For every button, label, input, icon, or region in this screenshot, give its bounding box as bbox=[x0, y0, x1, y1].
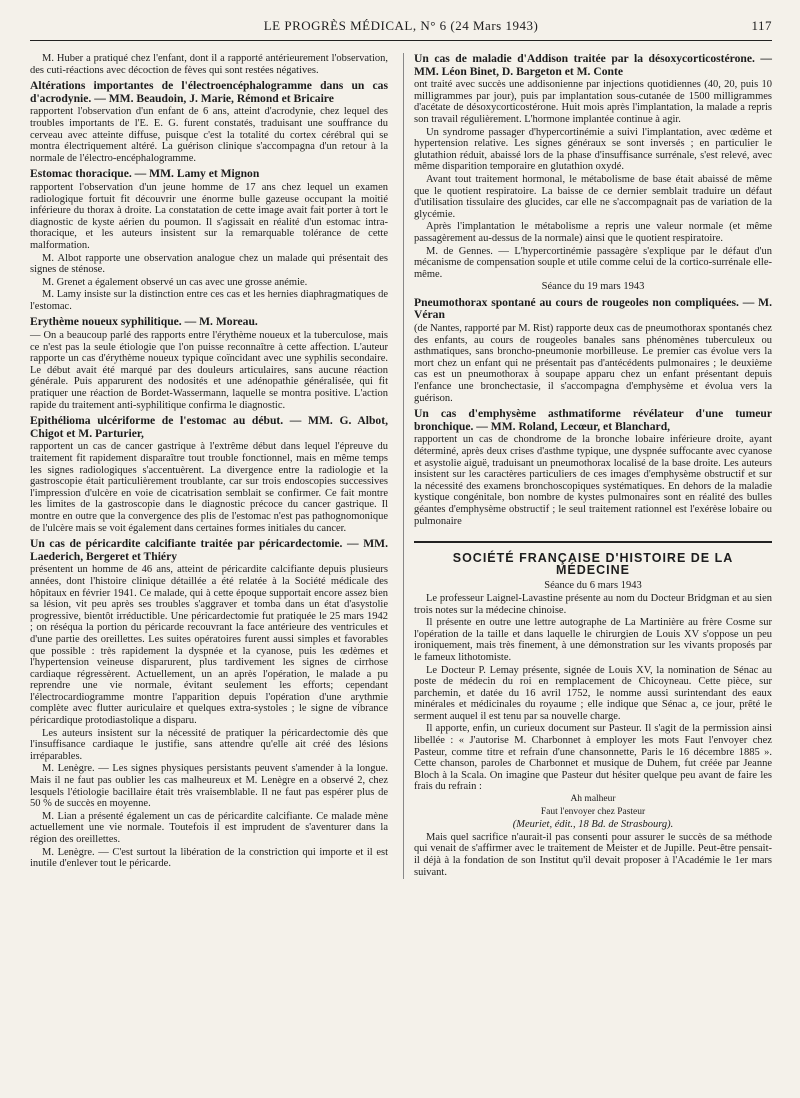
page-number: 117 bbox=[751, 18, 772, 33]
paragraph-lemay: Le Docteur P. Lemay présente, signée de Louis XV, la nomination de Sénac au poste de médecin du roi en remplacement de Chicoyneau. Cette pièce, sur parchemin, et datée du 16 avril 1752, le nomme aussi surintendant des eaux minérales et médicinales du royaume ; elle indique que Sénac a, ce jour, prêté le serment auquel il est tenu par sa nouvelle charge. bbox=[414, 664, 772, 722]
paragraph-pasteur: Il apporte, enfin, un curieux document sur Pasteur. Il s'agit de la permission ainsi libellée : « J'autorise M. Charbonnet à employer les mots Faut l'envoyer chez Pasteur, comme titre et refrain d'une chansonnette, Paris le 16 décembre 1885 ». Cette chanson, paroles de Charbonnet et musique de Duhem, fut créée par Jeanne Bloch à la Scala. On imagine que Pasteur dut hésiter quelque peu avant de faire les frais du refrain : bbox=[414, 723, 772, 793]
paragraph-pneumothorax: (de Nantes, rapporté par M. Rist) rapporte deux cas de pneumothorax spontanés chez des enfants, au cours de rougeoles banales sans phénomènes tuberculeux ou asthmatiques, sans broncho-pneumonie morbilleuse. Le premier cas évolue vers la mort chez un enfant qui ne présentait pas d'antécédents pulmonaires ; le deuxième cas est un pneumothorax à soupape apparu chez un enfant présentant depuis l'enfance une bronchectasie, il s'accompagna d'emphysème et évolua vers la guérison. bbox=[414, 323, 772, 404]
running-head bbox=[30, 18, 772, 41]
section-title-estomac: Estomac thoracique. — MM. Lamy et Mignon bbox=[30, 167, 260, 181]
paragraph-lamy: M. Lamy insiste sur la distinction entre ces cas et les hernies diaphragmatiques de l'estomac. bbox=[30, 289, 388, 312]
paragraph-huber: M. Huber a pratiqué chez l'enfant, dont il a rapporté antérieurement l'observation, des cuti-réactions avec décoction de fèves qui sont restées négatives. bbox=[30, 53, 388, 76]
paragraph-addison-3: Avant tout traitement hormonal, le métabolisme de base était abaissé de même que le quotient respiratoire. La baisse de ce dernier semblait traduire un défaut d'utilisation tissulaire des glucides, car elle ne s'accompagnait pas de variation de la glycémie. bbox=[414, 173, 772, 220]
song-line-1: Ah malheur bbox=[570, 794, 616, 805]
two-column-body bbox=[30, 53, 772, 879]
paragraph-laignel: Le professeur Laignel-Lavastine présente au nom du Docteur Bridgman et au sien trois notes sur la médecine chinoise. bbox=[414, 592, 772, 616]
section-title-acrodynie: Altérations importantes de l'électroencéphalogramme dans un cas d'acrodynie. — MM. Beaudoin, J. Marie, Rémond et Bricaire bbox=[30, 79, 388, 105]
paragraph-addison: ont traité avec succès une addisonienne par injections quotidiennes (40, 20, puis 10 milligrammes par jour), puis par implantation sous-cutanée de 1500 milligrammes d'acétate de désoxycorticostérone. Huit mois après l'implantation, la malade a repris son travail régulièrement. L'hormone implantée continue à agir. bbox=[414, 79, 772, 125]
paragraph-lenegre-2: M. Lenègre. — C'est surtout la libération de la constriction qui importe et il est inutile d'enlever tout le péricarde. bbox=[30, 846, 388, 870]
paragraph-grenet: M. Grenet a également observé un cas avec une grosse anémie. bbox=[42, 276, 308, 288]
seance-date-19-mars: Séance du 19 mars 1943 bbox=[541, 281, 645, 293]
paragraph-pericardite: présentent un homme de 46 ans, atteint de péricardite calcifiante depuis plusieurs années, dont l'histoire clinique détaillée a été relatée à la Société médicale des hôpitaux en février 1941. Ce malade, qui à cette époque supportait encore assez bien sa lésion, vit peu après ses troubles s'aggraver et tomba dans un état d'asystolie progressive, bientôt irréductible. Une péricardectomie fut pratiquée le 25 mars 1942 ; on réséqua la portion du péricarde recouvrant la face antérieure des ventricules et d'une partie des oreillettes. Les suites opératoires furent aussi simples et favorables que possible : très rapidement la dyspnée et la cyanose, puis les œdèmes et l'hypertension veineuse disparurent, plus tardivement les signes de cirrhose cardiaque régressèrent. Actuellement, un an après l'opération, le malade a pu reprendre une vie normale, évitant seulement les efforts; cependant l'électrocardiogramme montre l'apparition depuis l'opération d'une arythmie complète avec flutter auriculaire et quelques extra-systoles ; le signe de vibrance péricardique protodiastolique a disparu. bbox=[30, 564, 388, 727]
section-title-epithelioma: Epithélioma ulcériforme de l'estomac au début. — MM. G. Albot, Chigot et M. Parturier, bbox=[30, 414, 388, 440]
paragraph-addison-2: Un syndrome passager d'hypercortinémie a suivi l'implantation, avec œdème et hypertension relative. Les signes généraux se sont inversés ; en particulier le glutathion réduit, abaissé lors de la phase d'insuffisance surrénale, s'est relevé, avec même disparition temporaire en glutathion oxydé. bbox=[414, 126, 772, 173]
song-line-2: Faut l'envoyer chez Pasteur bbox=[540, 806, 646, 817]
journal-title: LE PROGRÈS MÉDICAL, N° 6 (24 Mars 1943) bbox=[263, 18, 539, 33]
paragraph-sacrifice: Mais quel sacrifice n'aurait-il pas consenti pour assurer le succès de sa méthode qui venait de s'affirmer avec le traitement de Meister et de Jupille. Peut-être pensait-il déjà à la fondation de son Institut qu'il devait proposer à l'Académie le 1er mars suivant. bbox=[414, 831, 772, 878]
right-column bbox=[414, 53, 772, 879]
paragraph-emphyseme: rapportent un cas de chondrome de la bronche lobaire inférieure droite, ayant déterminé, après deux crises d'asthme typique, une dyspnée suffocante avec cyanose et asystolie aiguë, traduisant un pneumothorax localisé de la base droite. Les auteurs insistent sur les caractères particuliers de ces images d'emphysème obstructif et sur la nécessité des examens bronchoscopiques systématiques. En dehors de la maladie kystique congénitale, bon nombre de kystes pulmonaires sont en réalité des bulles géantes d'emphysème obstructif ; le seul traitement rationnel est l'exérèse lobaire ou pulmonaire bbox=[414, 434, 772, 527]
song-publisher: (Meuriet, édit., 18 Bd. de Strasbourg). bbox=[512, 819, 674, 831]
paragraph-acrodynie: rapportent l'observation d'un enfant de 6 ans, atteint d'acrodynie, chez lequel des troubles importants de l'E. E. G. furent constatés, traduisant une souffrance du cerveau avec atteinte diffuse, puisque c'est la totalité du cortex cérébral qui se montra électriquement altéré. La guérison clinique s'accompagna d'un retour à la normale de l'électro-encéphalogramme. bbox=[30, 106, 388, 164]
paragraph-lian: M. Lian a présenté également un cas de péricardite calcifiante. Ce malade mène actuellement une vie normale. Toutefois il est imprudent de s'aventurer dans la région des oreillettes. bbox=[30, 810, 388, 845]
left-column bbox=[30, 53, 388, 879]
paragraph-estomac: rapportent l'observation d'un jeune homme de 17 ans chez lequel un examen radiologique fortuit fit découvrir une énorme bulle gazeuse occupant la moitié inférieure du thorax à droite. La constatation de cette image avait fait porter à tort le diagnostic de kyste aérien du poumon. Il s'agissait en réalité d'un estomac intra-thoracique, et les auteurs insistent sur la remarquable tolérance de cette malformation. bbox=[30, 181, 388, 251]
seance-date-6-mars: Séance du 6 mars 1943 bbox=[544, 580, 642, 592]
paragraph-erytheme: — On a beaucoup parlé des rapports entre l'érythème noueux et la tuberculose, mais ce n'est pas la seule étiologie que l'on puisse reconnaître à cette affection. L'auteur rapporte un cas d'érythème noueux typique coïncidant avec une syphilis secondaire. Le début avait été marqué par des douleurs articulaires, sans aucune réaction générale. Puis apparurent des nodosités et une adénopathie généralisée, qui fit pratiquer une réaction de Bordet-Wassermann, laquelle se montra positive. L'action rapide du traitement anti-syphilitique confirma le diagnostic. bbox=[30, 330, 388, 411]
paragraph-albot: M. Albot rapporte une observation analogue chez un malade qui présentait des signes de sténose. bbox=[30, 252, 388, 276]
paragraph-gennes: M. de Gennes. — L'hypercortinémie passagère s'explique par le défaut d'un mécanisme de compensation souple et utile comme celui de la cortico-surrénale elle-même. bbox=[414, 245, 772, 280]
section-title-addison: Un cas de maladie d'Addison traitée par la désoxycorticostérone. — MM. Léon Binet, D. Bargeton et M. Conte bbox=[414, 52, 772, 78]
section-title-emphyseme: Un cas d'emphysème asthmatiforme révélateur d'une tumeur bronchique. — MM. Roland, Lecœur, et Blanchard, bbox=[414, 407, 772, 433]
paragraph-pericardite-conclusion: Les auteurs insistent sur la nécessité de pratiquer la péricardectomie dès que l'insuffisance cardiaque le justifie, sans attendre qu'elle ait créé des lésions irréparables. bbox=[30, 727, 388, 762]
paragraph-addison-4: Après l'implantation le métabolisme a repris une valeur normale (et même passagèrement au-dessus de la normale) ainsi que le quotient respiratoire. bbox=[414, 221, 772, 244]
section-title-erytheme: Erythème noueux syphilitique. — M. Moreau. bbox=[30, 315, 258, 329]
society-heading: SOCIÉTÉ FRANÇAISE D'HISTOIRE DE LA MÉDECINE bbox=[414, 541, 772, 576]
paragraph-martiniere: Il présente en outre une lettre autographe de La Martinière au frère Cosme sur l'opération de la taille et dans laquelle le chirurgien de Louis XV s'oppose un peu ironiquement, mais très finement, à une démonstration sur les vivants proposés par le fameux lithotomiste. bbox=[414, 617, 772, 663]
section-title-pericardite: Un cas de péricardite calcifiante traitée par péricardectomie. — MM. Laederich, Bergeret et Thiéry bbox=[30, 537, 388, 563]
section-title-pneumothorax: Pneumothorax spontané au cours de rougeoles non compliquées. — M. Véran bbox=[414, 295, 772, 322]
paragraph-lenegre-1: M. Lenègre. — Les signes physiques persistants peuvent s'amender à la longue. Mais il ne faut pas oublier les cas malheureux et M. Lenègre en a observé 2, chez lesquels l'étiologie bacillaire était très vraisemblable. Il ne faut pas espérer plus de 50 % de succès en moyenne. bbox=[30, 763, 388, 810]
paragraph-epithelioma: rapportent un cas de cancer gastrique à l'extrême début dans lequel l'épreuve du traitement fit rapidement disparaître tout trouble fonctionnel, mais en même temps les signes radiologiques s'accentuèrent. La divergence entre la radiologie et la gastroscopie était particulièrement troublante, car sur trois endoscopies successives l'impression d'ulcère en voie de cicatrisation semblait se confirmer. Ce fait montre les limites de la gastroscopie dans le diagnostic précoce du cancer gastrique. Il montre en outre que la convergence des plis de l'estomac n'est pas pathognomonique de l'ulcère mais se voit également dans certaines formes initiales du cancer. bbox=[30, 441, 388, 534]
